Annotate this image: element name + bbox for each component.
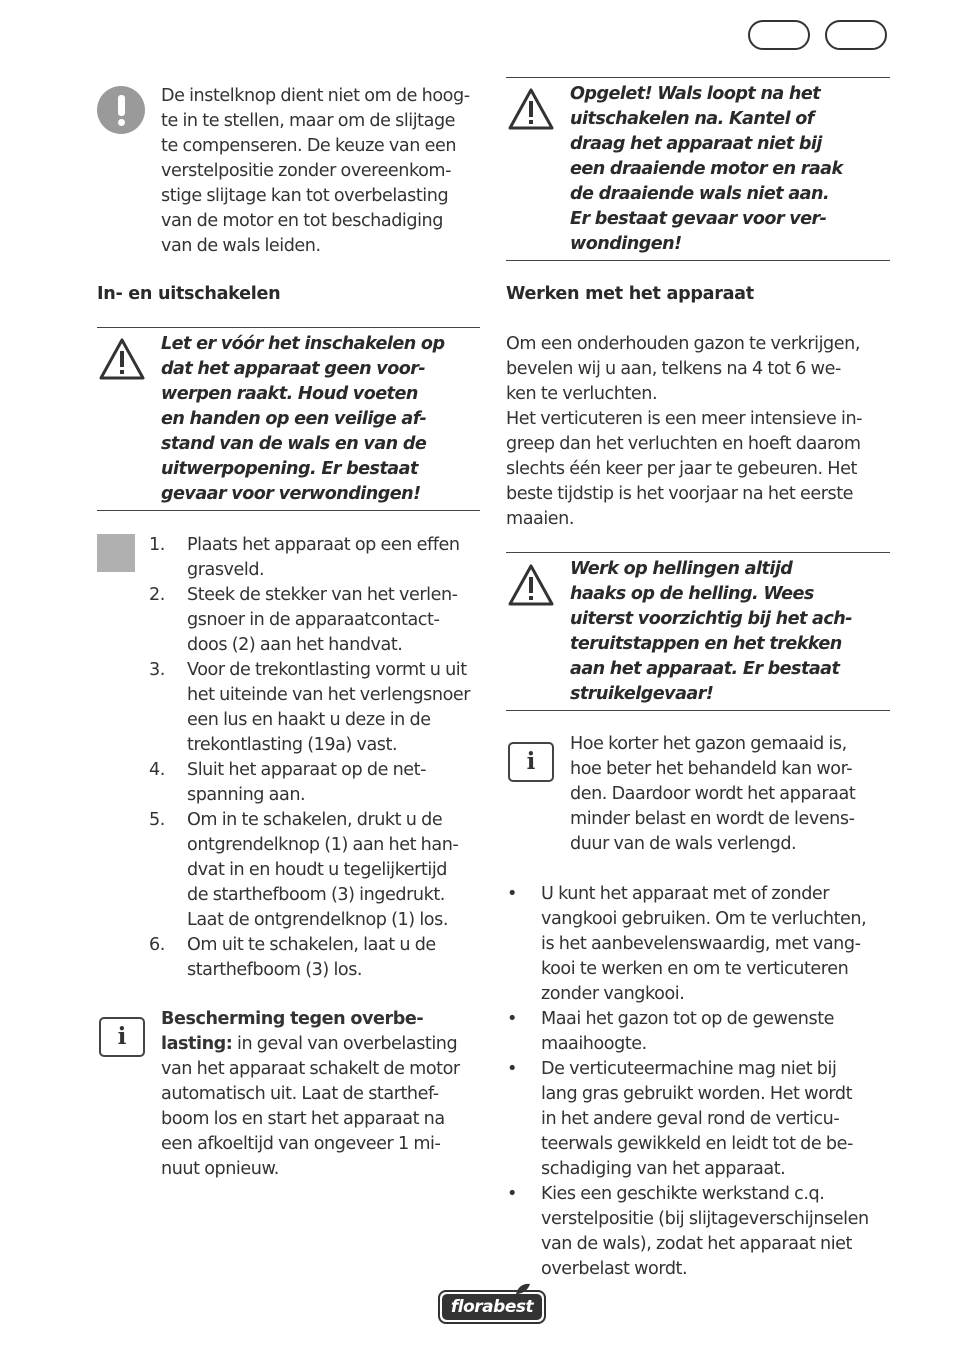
list-item: 1. Plaats het apparaat op een effen grasveld. [149,535,460,580]
list-item: 2. Steek de stekker van het verlen- gsnoer in de apparaatcontact- doos (2) aan het handvat. [149,585,458,655]
info-short-grass: Hoe korter het gazon gemaaid is, hoe beter het behandeld kan wor- den. Daardoor wordt het apparaat minder belast en wordt de levens- duur van de wals verlengd. [570,734,856,854]
list-item: 3. Voor de trekontlasting vormt u uit het uiteinde van het verlengsnoer een lus en haakt u deze in de trekontlasting (19a) vast. [149,660,471,755]
info-icon: i [508,742,554,782]
divider [97,327,480,328]
info-icon: i [99,1017,145,1057]
section-title-switching: In- en uitschakelen [97,284,281,304]
divider [506,710,890,711]
warning-switch-on: Let er vóór het inschakelen op dat het apparaat geen voor- werpen raakt. Houd voeten en handen op een veilige af- stand van de wals en van de uitwerpopening. Er bestaat gevaar voor verwondingen! [161,334,445,504]
language-badge-left [748,20,810,50]
tips-list [507,882,901,1282]
leaf-icon [514,1282,532,1296]
divider [506,260,890,261]
list-item: • Maai het gazon tot op de gewenste maaihoogte. [507,1009,835,1054]
section-title-working: Werken met het apparaat [506,284,754,304]
list-item: • U kunt het apparaat met of zonder vangkooi gebruiken. Om te verluchten, is het aanbevelenswaardig, met vang- kooi te werken en om te verticuteren zonder vangkooi. [507,884,867,1004]
florabest-logo: florabest [438,1290,548,1326]
list-item: 4. Sluit het apparaat op de net- spanning aan. [149,760,427,805]
warning-triangle-icon [506,86,556,132]
list-item: 5. Om in te schakelen, drukt u de ontgrendelknop (1) aan het han- dvat in en houdt u tegelijkertijd de starthefboom (3) ingedrukt. Laat de ontgrendelknop (1) los. [149,810,459,930]
warning-slopes: Werk op hellingen altijd haaks op de helling. Wees uiterst voorzichtig bij het ach- teruitstappen en het trekken aan het apparaat. Er bestaat struikelgevaar! [570,559,852,704]
divider [506,552,890,553]
warning-triangle-icon [97,336,147,382]
divider [506,77,890,78]
list-item: • Kies een geschikte werkstand c.q. verstelpositie (bij slijtageverschijnselen van de wals), zodat het apparaat niet overbelast wordt. [507,1184,869,1279]
step-marker [97,534,135,572]
divider [97,510,480,511]
intro-text: Om een onderhouden gazon te verkrijgen, bevelen wij u aan, telkens na 4 tot 6 we- ken te verluchten. Het verticuteren is een meer intensieve in- greep dan het verluchten en hoeft daarom slechts één keer per jaar te gebeuren. Het beste tijdstip is het voorjaar na het eerste maaien. [506,334,863,529]
steps-list [149,533,487,983]
list-item: • De verticuteermachine mag niet bij lang gras gebruikt worden. Het wordt in het andere geval rond de verticu- teerwals gewikkeld en leidt tot de be- schadiging van het apparaat. [507,1059,853,1179]
attention-icon [97,86,145,134]
language-badge-right [825,20,887,50]
warning-triangle-icon [506,562,556,608]
list-item: 6. Om uit te schakelen, laat u de starthefboom (3) los. [149,935,436,980]
note-wear: De instelknop dient niet om de hoog- te in te stellen, maar om de slijtage te compenseren. De keuze van een verstelpositie zonder overeenkom- stige slijtage kan tot overbelasting van de motor en tot beschadiging van de wals leiden. [161,86,470,256]
info-overload: Bescherming tegen overbe- lasting: in geval van overbelasting van het apparaat schakelt de motor automatisch uit. Laat de starthef- boom los en start het apparaat na een afkoeltijd van ongeveer 1 mi- nuut opnieuw. [161,1009,460,1179]
warning-roller: Opgelet! Wals loopt na het uitschakelen na. Kantel of draag het apparaat niet bij een draaiende motor en raak de draaiende wals niet aan. Er bestaat gevaar voor ver- wondingen! [570,84,843,254]
